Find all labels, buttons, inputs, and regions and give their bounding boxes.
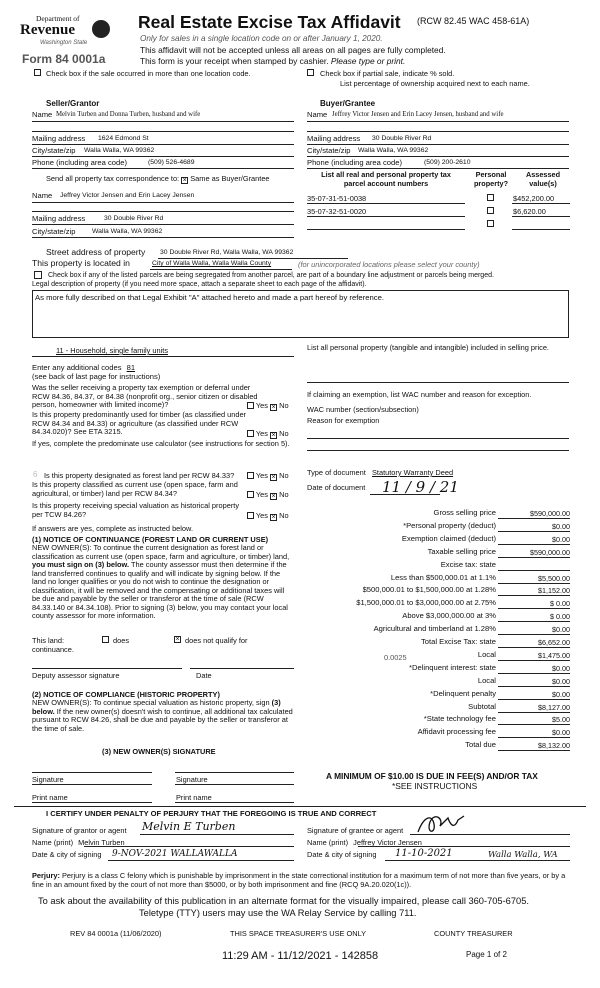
form-number: Form 84 0001a — [22, 52, 106, 66]
tax-row-underline — [498, 621, 570, 622]
if-answers-note: If answers are yes, complete as instructed below. — [32, 524, 194, 533]
tax-calculation-table — [300, 508, 572, 758]
forest-question: Is this property designated as forest land per RCW 84.33? — [44, 471, 235, 480]
parcel-number-1[interactable]: 35-07-31-51-0038 — [307, 194, 367, 203]
perjury-note — [32, 872, 568, 889]
forest-no-checkbox[interactable]: × — [271, 474, 276, 481]
correspondence-label — [46, 174, 270, 183]
tax-row-label: Gross selling price — [433, 508, 496, 517]
notice1-text-a: NEW OWNER(S): To continue the current designation as forest land or classification as current use (open space, farm and agriculture, or timber) land, — [32, 543, 290, 561]
buyer-name-field[interactable]: Jeffrey Victor Jensen and Erin Lacey Jensen, husband and wife — [332, 111, 504, 118]
seller-phone-field[interactable]: (509) 526-4689 — [148, 159, 195, 166]
location-field[interactable]: City of Walla Walla, Walla Walla County — [152, 260, 272, 267]
current-use-no-checkbox[interactable]: × — [271, 493, 276, 500]
tax-row-label: $500,000.01 to $1,500,000.00 at 1.28% — [362, 585, 496, 595]
tax-row-underline — [498, 724, 570, 725]
tax-row-label: Affidavit processing fee — [417, 727, 496, 737]
land-does-label: does — [113, 636, 130, 645]
multi-location-checkbox[interactable] — [34, 69, 41, 76]
dor-logo — [14, 14, 118, 54]
exemption-answers — [247, 401, 289, 410]
tax-row-value[interactable]: $ 0.00 — [550, 612, 570, 622]
page-title: Real Estate Excise Tax Affidavit — [138, 12, 401, 32]
doc-type-label: Type of document — [307, 468, 366, 477]
corr-name-label: Name — [32, 191, 53, 200]
parcel-header-2a: Personal — [475, 170, 507, 179]
timber-yes-checkbox[interactable] — [247, 430, 254, 437]
alt-format-note: To ask about the availability of this publication in an alternate format for the visually impaired, please call 360-705-6705. — [38, 896, 529, 906]
exemption-no-label: No — [279, 401, 289, 410]
exemption-question: Was the seller receiving a property tax exemption or deferral under RCW 84.36, 84.37, or 84.38 (nonprofit org., senior citizen or disabled person, homeowner with limited income)? — [32, 383, 258, 410]
tax-row-label: *Delinquent interest: state — [409, 662, 496, 672]
land-does-not-label: does not qualify for — [185, 636, 248, 645]
tax-row-label: Total due — [465, 740, 496, 750]
timber-no-checkbox[interactable]: × — [271, 432, 276, 439]
doc-date-field[interactable]: 11 / 9 / 21 — [382, 478, 459, 496]
header-line3 — [140, 56, 405, 66]
deputy-signature-label: Deputy assessor signature — [32, 671, 120, 680]
rcw-reference: (RCW 82.45 WAC 458-61A) — [417, 16, 530, 26]
timber-yes-label: Yes — [255, 429, 268, 438]
header-line1: Only for sales in a single location code on or after January 1, 2020. — [140, 34, 383, 43]
deputy-date-label: Date — [196, 671, 212, 680]
tax-row-underline — [498, 686, 570, 687]
tax-row-value[interactable]: $5.00 — [552, 715, 570, 725]
legal-description-text: As more fully described on that Legal Exhibit "A" attached hereto and made a part hereof by reference. — [35, 293, 385, 302]
certify-title: I CERTIFY UNDER PENALTY OF PERJURY THAT THE FOREGOING IS TRUE AND CORRECT — [46, 809, 377, 818]
current-use-yes-label: Yes — [255, 490, 268, 499]
section-number: 6 — [33, 470, 38, 479]
minimum-due-note: A MINIMUM OF $10.00 IS DUE IN FEE(S) AND/OR TAX — [326, 771, 538, 781]
tax-row-value[interactable]: $1,475.00 — [538, 650, 570, 660]
buyer-mailing-field[interactable]: 30 Double River Rd — [372, 135, 432, 142]
notice1-text — [32, 544, 294, 621]
seller-mailing-field[interactable]: 1624 Edmond St — [98, 135, 149, 142]
tax-row-value[interactable]: $590,000.00 — [530, 509, 570, 518]
current-use-no-label: No — [279, 490, 289, 499]
buyer-phone-label: Phone (including area code) — [307, 158, 402, 167]
this-land-label — [32, 636, 74, 654]
grantor-signature-label: Signature of grantor or agent — [32, 826, 127, 835]
tax-row-value[interactable]: $0.00 — [552, 728, 570, 738]
current-use-yes-checkbox[interactable] — [247, 491, 254, 498]
tax-row-label: Above $3,000,000.00 at 3% — [402, 611, 496, 621]
additional-codes-text: Enter any additional codes — [32, 363, 122, 372]
notice2-text-c: If the new owner(s) doesn't wish to continue, all additional tax calculated pursuant to RCW 84.26, shall be due and payable by the seller or transferor at the time of sale. — [32, 706, 293, 733]
parcel-header-1 — [306, 170, 466, 188]
seller-city-label: City/state/zip — [32, 146, 76, 155]
grantee-signature-label: Signature of grantee or agent — [307, 826, 404, 835]
notice2-title: (2) NOTICE OF COMPLIANCE (HISTORIC PROPERTY) — [32, 690, 220, 699]
buyer-name-label: Name — [307, 110, 328, 119]
tax-row-underline — [498, 737, 570, 738]
grantor-signature[interactable]: Melvin E Turben — [142, 820, 236, 833]
correspondence-text: Send all property tax correspondence to: — [46, 174, 180, 183]
historical-no-checkbox[interactable]: × — [271, 514, 276, 521]
perjury-label: Perjury: — [32, 871, 60, 880]
local-rate: 0.0025 — [384, 653, 407, 662]
notice2-text-a: NEW OWNER(S): To continue special valuation as historic property, sign — [32, 698, 270, 707]
legal-label: Legal description of property (if you need more space, attach a separate sheet to each page of the affidavit). — [32, 281, 367, 288]
tax-row-underline — [498, 518, 570, 519]
grantor-date-label: Date & city of signing — [32, 850, 102, 859]
parcel-header-2b: property? — [473, 179, 509, 188]
historical-answers — [247, 511, 289, 520]
header-line3-a: This form is your receipt when stamped by cashier. — [140, 56, 329, 66]
tax-row-value[interactable]: $1,152.00 — [538, 586, 570, 596]
tax-row-label: Local — [477, 675, 496, 685]
owner-print-label-1: Print name — [32, 793, 68, 802]
personal-property-label: List all personal property (tangible and intangible) included in selling price. — [307, 343, 549, 352]
tax-row-value[interactable]: $0.00 — [552, 534, 570, 544]
forest-yes-checkbox[interactable] — [247, 472, 254, 479]
owner-signature-label-2: Signature — [176, 775, 208, 784]
grantee-date-label: Date & city of signing — [307, 850, 377, 859]
location-note: (for unincorporated locations please select your county) — [298, 260, 480, 269]
doc-date-label: Date of document — [307, 483, 366, 492]
if-yes-note: If yes, complete the predominate use calculator (see instructions for section 5). — [32, 439, 290, 448]
see-back-label: (see back of last page for instructions) — [32, 372, 161, 381]
parcel-header-1a: List all real and personal property tax — [321, 170, 451, 179]
additional-codes-label — [32, 363, 135, 372]
grantee-signature[interactable] — [414, 812, 474, 836]
tax-row-label: Agricultural and timberland at 1.28% — [373, 624, 496, 634]
street-field[interactable]: 30 Double River Rd, Walla Walla, WA 99362 — [160, 249, 294, 256]
historical-no-label: No — [279, 511, 289, 520]
grantor-name-field[interactable]: Melvin Turben — [78, 838, 125, 847]
tax-row-value[interactable]: $0.00 — [552, 521, 570, 531]
tax-row-value[interactable]: $5,500.00 — [538, 573, 570, 583]
seller-mailing-label: Mailing address — [32, 134, 86, 143]
buyer-city-field[interactable]: Walla Walla, WA 99362 — [358, 147, 429, 154]
buyer-heading: Buyer/Grantee — [320, 99, 376, 108]
notice1-title: (1) NOTICE OF CONTINUANCE (FOREST LAND OR CURRENT USE) — [32, 535, 269, 544]
tax-row-value[interactable]: $ 0.00 — [550, 599, 570, 609]
current-use-question: Is this property classified as current use (open space, farm and agricultural, or timber) land per RCW 84.34? — [32, 480, 238, 498]
location-label: This property is located in — [32, 258, 130, 268]
seller-name-label: Name — [32, 110, 53, 119]
assessed-value-1[interactable]: $452,200.00 — [513, 194, 555, 203]
timber-question: Is this property predominantly used for timber (as classified under RCW 84.34 and 84.33) or agriculture (as classified under RCW 84.34.020)? See ETA 3215. — [32, 410, 247, 437]
percentage-label: List percentage of ownership acquired next to each name. — [340, 79, 530, 88]
corr-city-label: City/state/zip — [32, 227, 76, 236]
seller-phone-label: Phone (including area code) — [32, 158, 127, 167]
tax-row-underline — [498, 570, 570, 571]
seller-name-field[interactable]: Melvin Turben and Donna Turben, husband and wife — [56, 111, 201, 118]
tax-row-underline — [498, 660, 570, 661]
tax-row-underline — [498, 673, 570, 674]
tty-note: Teletype (TTY) users may use the WA Relay Service by calling 711. — [139, 908, 417, 918]
tax-row-label: Less than $500,000.01 at 1.1% — [390, 572, 496, 582]
multi-location-label: Check box if the sale occurred in more than one location code. — [46, 69, 251, 78]
notice1-text-c: The county assessor must then determine if the land transferred continues to qualify and will indicate by signing below. If the land no longer qualifies or you do not wish to continue the designation or classification, it will be removed and the compensating or additional taxes will be due and payable by the seller or transferor at the time of sale (RCW 84.33.140 or 84.34.108). Prior to signing (3) below, you may contact your local county assessor for more information. — [32, 560, 288, 620]
segregated-checkbox[interactable] — [34, 271, 42, 279]
tax-row-underline — [498, 712, 570, 713]
additional-codes-field[interactable]: 81 — [126, 363, 136, 372]
wac-number-label: WAC number (section/subsection) — [307, 405, 419, 414]
forest-no-label: No — [279, 471, 289, 480]
land-does-checkbox[interactable] — [102, 636, 109, 643]
corr-mailing-label: Mailing address — [32, 214, 86, 223]
tax-row-label: Subtotal — [468, 701, 496, 711]
tax-row-underline — [498, 699, 570, 700]
exemption-yes-checkbox[interactable] — [247, 402, 254, 409]
grantee-signature-scribble — [414, 812, 474, 836]
land-use-code[interactable]: 11 - Household, single family units — [56, 346, 169, 355]
parcel-header-2 — [470, 170, 512, 188]
grantee-date-field[interactable]: 11-10-2021 — [395, 848, 453, 859]
historical-question: Is this property receiving special valuation as historical property per TCW 84.26? — [32, 501, 240, 519]
reason-label: Reason for exemption — [307, 416, 380, 425]
land-does-not-checkbox[interactable]: × — [175, 636, 180, 643]
tax-row-value[interactable]: $0.00 — [552, 663, 570, 673]
grantee-name-field[interactable]: Jeffrey Victor Jensen — [353, 838, 422, 847]
tax-row-label: Total Excise Tax: state — [421, 637, 496, 646]
tax-row-value[interactable]: $8,132.00 — [538, 741, 570, 751]
county-treasurer-label: COUNTY TREASURER — [434, 929, 513, 938]
forest-answers — [247, 471, 289, 480]
partial-sale-label: Check box if partial sale, indicate % sold. — [320, 69, 455, 78]
header-line2: This affidavit will not be accepted unless all areas on all pages are fully completed. — [140, 45, 446, 55]
tax-row-label: Exemption claimed (deduct) — [401, 533, 496, 543]
notice1-text-b: you must sign on (3) below. — [32, 560, 130, 569]
parcel-header-1b: parcel account numbers — [343, 179, 429, 188]
seller-heading: Seller/Grantor — [46, 99, 100, 108]
treasurer-use-label: THIS SPACE TREASURER'S USE ONLY — [230, 929, 367, 938]
tax-row-label: *Personal property (deduct) — [403, 520, 496, 530]
tax-row-underline — [498, 557, 570, 558]
tax-row-value[interactable]: $8,127.00 — [538, 702, 570, 712]
perjury-text: Perjury is a class C felony which is punishable by imprisonment in the state correctional institution for a maximum term of not more than five years, or by a fine in an amount fixed by the court of not more than $5000, or by both imprisonment and fine (RCQ 9A.20.020(1c)). — [32, 871, 566, 889]
exemption-yes-label: Yes — [255, 401, 268, 410]
dept-line3: Washington State — [40, 40, 88, 46]
tax-row-label: Excise tax: state — [440, 559, 496, 569]
owner-print-label-2: Print name — [176, 793, 212, 802]
street-label: Street address of property — [46, 247, 146, 257]
historical-yes-label: Yes — [255, 511, 268, 520]
buyer-city-label: City/state/zip — [307, 146, 351, 155]
tax-row-label: Local — [477, 649, 496, 659]
grantor-name-text: Name (print) — [32, 838, 74, 847]
tax-row-value[interactable]: $0.00 — [552, 689, 570, 699]
timber-answers — [247, 429, 289, 438]
exemption-no-checkbox[interactable]: × — [271, 404, 276, 411]
tax-row-label: *Delinquent penalty — [430, 688, 496, 698]
tax-row-value[interactable]: $590,000.00 — [530, 547, 570, 557]
buyer-phone-field[interactable]: (509) 200-2610 — [424, 159, 471, 166]
grantor-date-field[interactable]: 9-NOV-2021 WALLAWALLA — [112, 849, 238, 859]
tax-row-underline — [498, 608, 570, 609]
grantee-name-text: Name (print) — [307, 838, 349, 847]
recording-stamp: 11:29 AM - 11/12/2021 - 142858 — [222, 950, 379, 962]
forest-yes-label: Yes — [255, 471, 268, 480]
historical-yes-checkbox[interactable] — [247, 512, 254, 519]
segregated-label: Check box if any of the listed parcels are being segregated from another parcel, are part of a boundary line adjustment or parcels being merged. — [48, 272, 494, 279]
wac-claim-label: If claiming an exemption, list WAC number and reason for exception. — [307, 390, 532, 399]
continuance-text: continuance. — [32, 645, 74, 654]
personal-property-checkbox-2[interactable] — [487, 207, 494, 214]
notice2-text-b: (3) below. — [32, 698, 281, 716]
buyer-mailing-label: Mailing address — [307, 134, 361, 143]
dept-line1: Department of — [36, 14, 80, 23]
tax-row-underline — [498, 750, 570, 751]
assessed-value-2[interactable]: $6,620.00 — [513, 207, 546, 216]
grantee-city-field[interactable]: Walla Walla, WA — [488, 850, 558, 860]
this-land-text: This land: — [32, 636, 65, 645]
dept-line2: Revenue — [20, 22, 75, 38]
parcel-header-3 — [516, 170, 570, 188]
legal-description-box[interactable] — [32, 290, 569, 338]
doc-type-field[interactable]: Statutory Warranty Deed — [372, 468, 454, 477]
same-as-buyer-checkbox[interactable]: × — [182, 177, 187, 184]
owner-signature-label-1: Signature — [32, 775, 64, 784]
personal-property-checkbox-3[interactable] — [487, 220, 494, 227]
corr-name-field[interactable]: Jeffrey Victor Jensen and Erin Lacey Jensen — [60, 192, 195, 199]
personal-property-checkbox-1[interactable] — [487, 194, 494, 201]
corr-city-field[interactable]: Walla Walla, WA 99362 — [92, 228, 163, 235]
parcel-number-2[interactable]: 35-07-32-51-0020 — [307, 207, 367, 216]
seller-city-field[interactable]: Walla Walla, WA 99362 — [84, 147, 155, 154]
notice2-text — [32, 699, 294, 733]
revision-label: REV 84 0001a (11/06/2020) — [70, 929, 162, 938]
tax-row-label: *State technology fee — [423, 714, 496, 724]
tax-row-underline — [498, 583, 570, 584]
tax-row-value[interactable]: $0.00 — [552, 676, 570, 686]
tax-row-value[interactable]: $6,652.00 — [538, 638, 570, 647]
parcel-header-3b: value(s) — [529, 179, 557, 188]
same-as-buyer-label: Same as Buyer/Grantee — [190, 174, 270, 183]
timber-no-label: No — [279, 429, 289, 438]
current-use-answers — [247, 490, 289, 499]
tax-row-value[interactable]: $0.00 — [552, 625, 570, 635]
tax-row-underline — [498, 544, 570, 545]
page-number: Page 1 of 2 — [466, 950, 507, 959]
tax-row-underline — [498, 595, 570, 596]
header-line3-b: Please type or print. — [330, 56, 406, 66]
notice3-title: (3) NEW OWNER(S) SIGNATURE — [102, 747, 216, 756]
tax-row-label: $1,500,000.01 to $3,000,000.00 at 2.75% — [356, 598, 496, 608]
tax-row-label: Taxable selling price — [427, 546, 496, 556]
tax-row-underline — [498, 634, 570, 635]
tax-row-underline — [498, 531, 570, 532]
wa-seal-icon — [92, 20, 110, 38]
corr-mailing-field[interactable]: 30 Double River Rd — [104, 215, 164, 222]
parcel-header-3a: Assessed — [525, 170, 561, 179]
tax-row-underline — [498, 647, 570, 648]
partial-sale-checkbox[interactable] — [307, 69, 314, 76]
see-instructions: *SEE INSTRUCTIONS — [392, 781, 478, 791]
